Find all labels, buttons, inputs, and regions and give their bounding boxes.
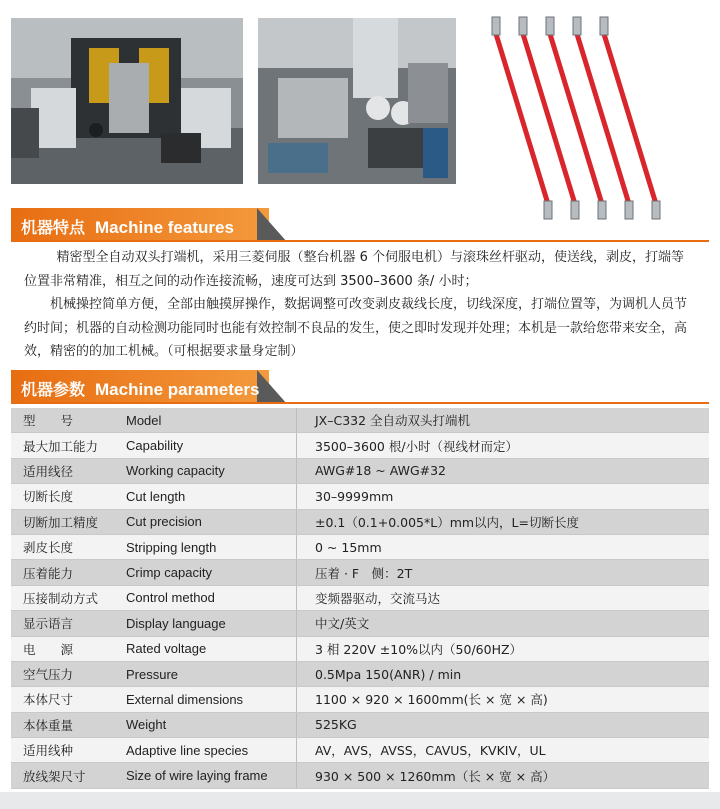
param-name-cn: 显示语言 <box>11 611 126 636</box>
param-name-en: Display language <box>126 611 297 636</box>
param-value: JX–C332 全自动双头打端机 <box>297 408 710 433</box>
param-value: 变频器驱动，交流马达 <box>297 585 710 610</box>
param-name-cn: 压接制动方式 <box>11 585 126 610</box>
param-value: 0.5Mpa 150(ANR) / min <box>297 661 710 686</box>
param-name-en: Pressure <box>126 661 297 686</box>
table-row <box>11 534 709 559</box>
param-value: 930 × 500 × 1260mm（长 × 宽 × 高） <box>297 763 710 788</box>
bottom-band <box>0 792 720 809</box>
param-name-en: Cut precision <box>126 509 297 534</box>
parameters-title-cn: 机器参数 <box>21 380 86 399</box>
param-name-cn: 放线架尺寸 <box>11 763 126 788</box>
features-paragraph-1: 精密型全自动双头打端机，采用三菱伺服（整台机器 6 个伺服电机）与滚珠丝杆驱动，使送线，剥皮，打端等位置非常精准，相互之间的动作连接流畅，速度可达到 3500–3600 条/ 小时； <box>24 250 685 289</box>
param-name-cn: 切断加工精度 <box>11 509 126 534</box>
table-row <box>11 484 709 509</box>
table-row <box>11 458 709 483</box>
param-value: 3 相 220V ±10%以内（50/60HZ） <box>297 636 710 661</box>
param-name-cn: 本体尺寸 <box>11 687 126 712</box>
param-value: 0 ~ 15mm <box>297 534 710 559</box>
features-divider <box>11 240 709 242</box>
table-row <box>11 509 709 534</box>
features-description <box>24 246 696 364</box>
features-header <box>11 208 287 242</box>
wire-samples-photo <box>478 12 678 222</box>
wire-sample <box>546 17 606 219</box>
wire-sample <box>600 17 660 219</box>
param-name-en: Model <box>126 408 297 433</box>
wire-sample <box>573 17 633 219</box>
param-name-en: Rated voltage <box>126 636 297 661</box>
param-name-cn: 电 源 <box>11 636 126 661</box>
wire-sample <box>492 17 552 219</box>
table-row <box>11 611 709 636</box>
param-name-cn: 最大加工能力 <box>11 433 126 458</box>
param-value: ±0.1（0.1+0.005*L）mm以内，L=切断长度 <box>297 509 710 534</box>
table-row <box>11 433 709 458</box>
table-row <box>11 661 709 686</box>
param-name-cn: 适用线种 <box>11 738 126 763</box>
param-name-en: Size of wire laying frame <box>126 763 297 788</box>
param-name-cn: 空气压力 <box>11 661 126 686</box>
param-name-en: Control method <box>126 585 297 610</box>
parameters-header <box>11 370 287 404</box>
features-title-cn: 机器特点 <box>21 218 86 237</box>
param-value: 1100 × 920 × 1600mm(长 × 宽 × 高) <box>297 687 710 712</box>
features-paragraph-2: 机械操控简单方便，全部由触摸屏操作，数据调整可改变剥皮裁线长度，切线深度，打端位置等，为调机人员节约时间；机器的自动检测功能同时也能有效控制不良品的发生，使之即时发现并处理；本机是一款给您带来安全，高效，精密的的加工机械。（可根据要求量身定制） <box>24 297 688 359</box>
param-name-en: Adaptive line species <box>126 738 297 763</box>
parameters-title-en: Machine parameters <box>95 380 260 399</box>
param-name-cn: 本体重量 <box>11 712 126 737</box>
param-value: 30–9999mm <box>297 484 710 509</box>
table-row <box>11 560 709 585</box>
param-name-cn: 压着能力 <box>11 560 126 585</box>
param-name-cn: 型 号 <box>11 408 126 433</box>
param-name-en: Stripping length <box>126 534 297 559</box>
param-name-cn: 切断长度 <box>11 484 126 509</box>
param-name-cn: 适用线径 <box>11 458 126 483</box>
param-value: AV，AVS，AVSS，CAVUS，KVKIV，UL <box>297 738 710 763</box>
param-value: 525KG <box>297 712 710 737</box>
table-row <box>11 585 709 610</box>
table-row <box>11 687 709 712</box>
wire-sample <box>519 17 579 219</box>
param-value: 3500–3600 根/小时（视线材而定） <box>297 433 710 458</box>
param-name-en: External dimensions <box>126 687 297 712</box>
param-name-en: Crimp capacity <box>126 560 297 585</box>
crimp-head-photo <box>11 18 243 184</box>
table-row <box>11 712 709 737</box>
param-value: 中文/英文 <box>297 611 710 636</box>
param-name-en: Working capacity <box>126 458 297 483</box>
parameters-table <box>11 408 709 789</box>
param-name-en: Capability <box>126 433 297 458</box>
table-row <box>11 408 709 433</box>
feeder-unit-photo <box>258 18 456 184</box>
param-name-en: Cut length <box>126 484 297 509</box>
param-name-en: Weight <box>126 712 297 737</box>
param-value: 压着 · F 侧：2T <box>297 560 710 585</box>
features-title-en: Machine features <box>95 218 234 237</box>
table-row <box>11 636 709 661</box>
table-row <box>11 738 709 763</box>
table-row <box>11 763 709 788</box>
param-name-cn: 剥皮长度 <box>11 534 126 559</box>
parameters-divider <box>11 402 709 404</box>
param-value: AWG#18 ~ AWG#32 <box>297 458 710 483</box>
